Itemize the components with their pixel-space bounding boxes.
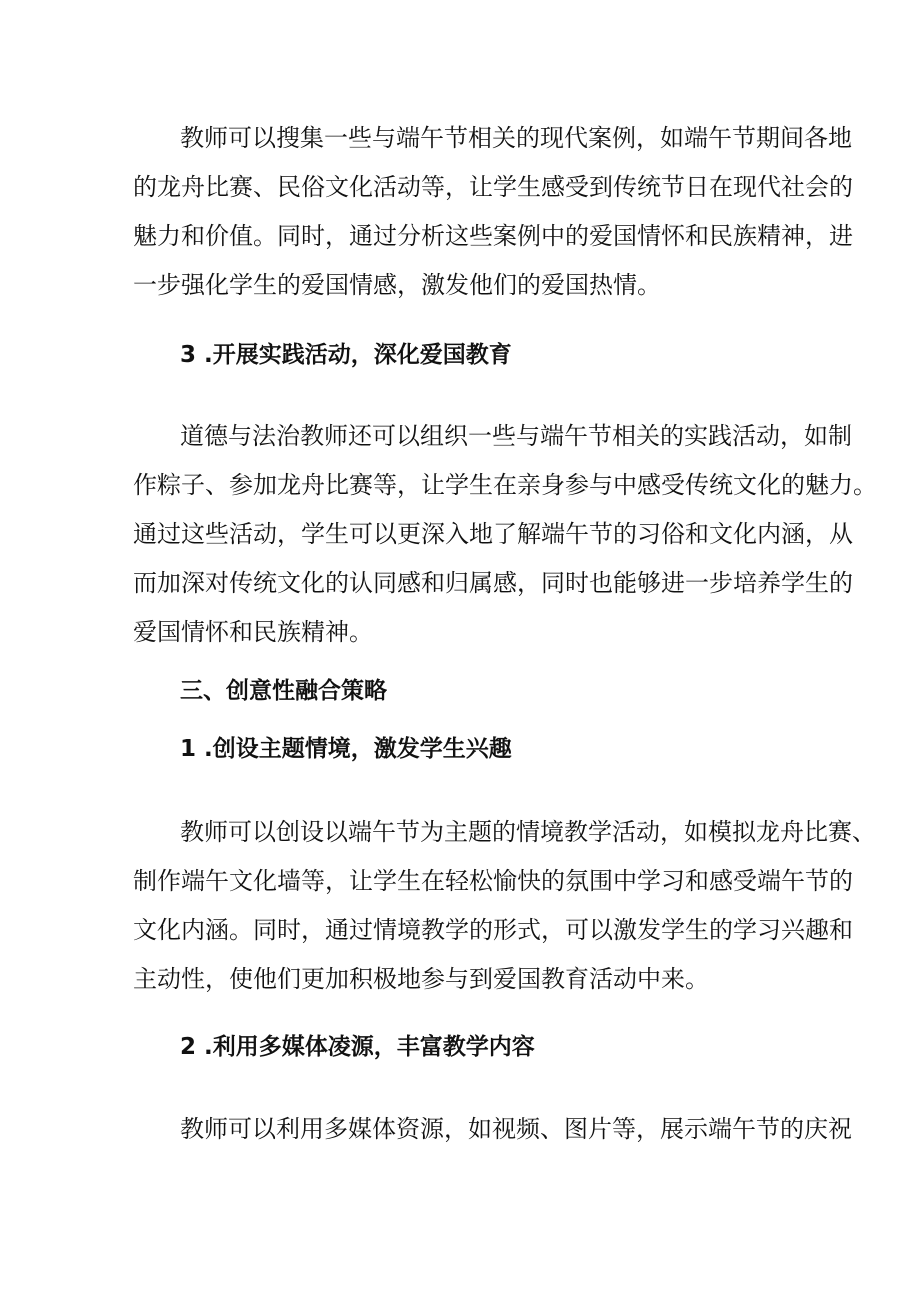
subheading-1: 1 .创设主题情境，激发学生兴趣 (180, 736, 512, 762)
section-heading: 三、创意性融合策略 (180, 678, 387, 704)
paragraph-line: 教师可以创设以端午节为主题的情境教学活动，如模拟龙舟比赛、 (180, 818, 876, 846)
paragraph-line: 通过这些活动，学生可以更深入地了解端午节的习俗和文化内涵，从 (133, 520, 853, 548)
paragraph-line: 魅力和价值。同时，通过分析这些案例中的爱国情怀和民族精神，进 (133, 222, 853, 250)
paragraph-line: 教师可以利用多媒体资源，如视频、图片等，展示端午节的庆祝 (180, 1115, 852, 1143)
paragraph-line: 主动性，使他们更加积极地参与到爱国教育活动中来。 (133, 965, 709, 993)
paragraph-line: 爱国情怀和民族精神。 (133, 618, 373, 646)
paragraph-line: 教师可以搜集一些与端午节相关的现代案例，如端午节期间各地 (180, 124, 852, 152)
subheading-3: 3 .开展实践活动，深化爱国教育 (180, 342, 512, 368)
paragraph-line: 而加深对传统文化的认同感和归属感，同时也能够进一步培养学生的 (133, 569, 853, 597)
paragraph-line: 的龙舟比赛、民俗文化活动等，让学生感受到传统节日在现代社会的 (133, 173, 853, 201)
paragraph-line: 文化内涵。同时，通过情境教学的形式，可以激发学生的学习兴趣和 (133, 916, 853, 944)
subheading-2: 2 .利用多媒体凌源，丰富教学内容 (180, 1034, 535, 1060)
paragraph-line: 制作端午文化墙等，让学生在轻松愉快的氛围中学习和感受端午节的 (133, 867, 853, 895)
paragraph-line: 一步强化学生的爱国情感，激发他们的爱国热情。 (133, 271, 661, 299)
paragraph-line: 道德与法治教师还可以组织一些与端午节相关的实践活动，如制 (180, 422, 852, 450)
paragraph-line: 作粽子、参加龙舟比赛等，让学生在亲身参与中感受传统文化的魅力。 (133, 471, 877, 499)
